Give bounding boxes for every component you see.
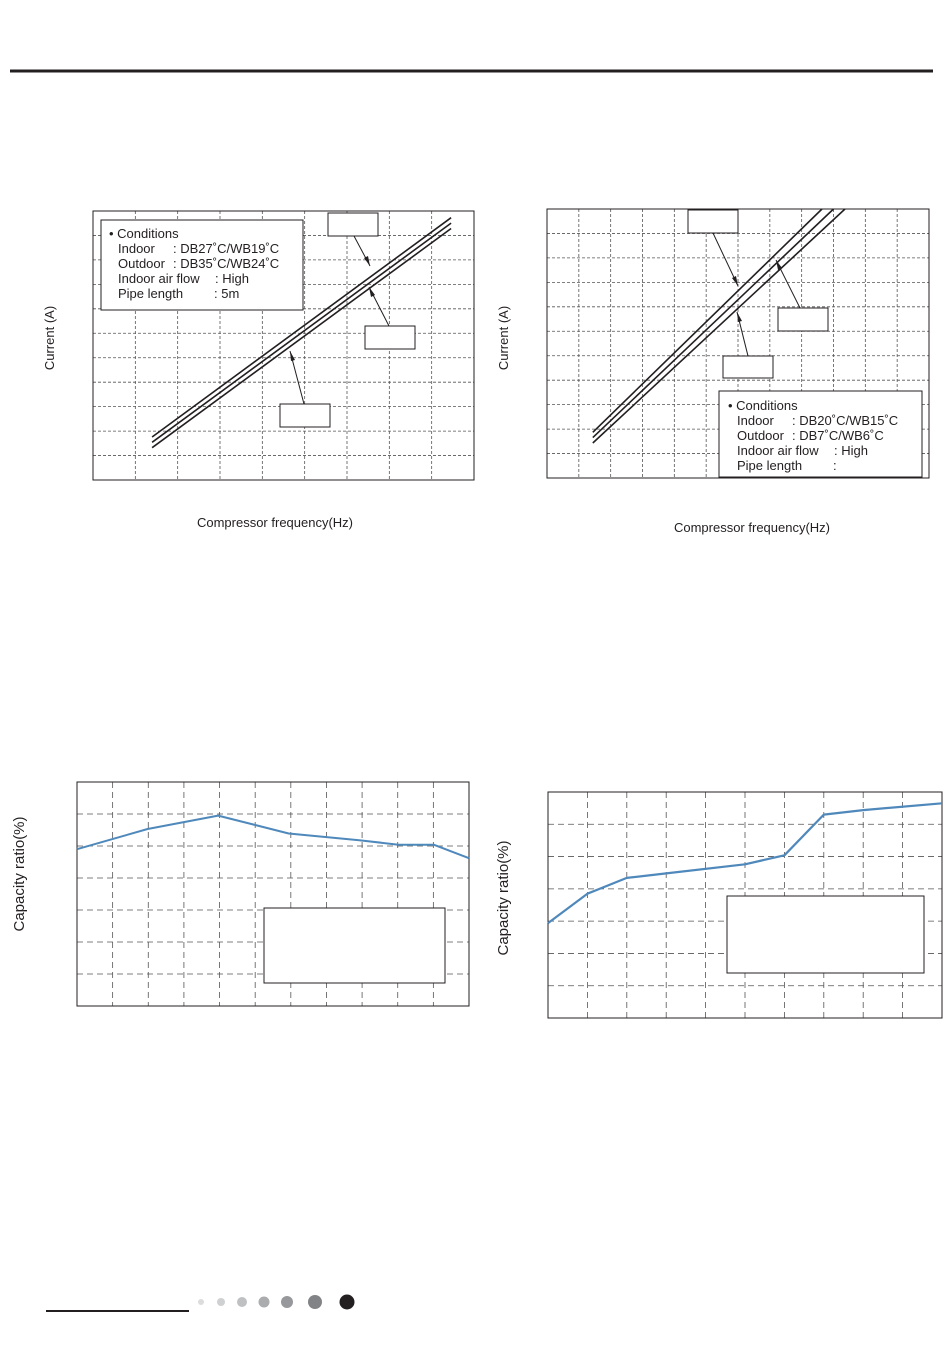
- callout-box: [280, 404, 330, 427]
- conditions-value: : DB35˚C/WB24˚C: [173, 256, 280, 271]
- arrow-icon: [364, 256, 370, 266]
- footer-dots: [198, 1295, 355, 1310]
- conditions-value: : High: [215, 271, 249, 286]
- y-axis-title: Current (A): [42, 305, 57, 371]
- page-dot: [308, 1295, 322, 1309]
- x-axis-title: Compressor frequency(Hz): [673, 520, 831, 535]
- page-dot: [281, 1296, 293, 1308]
- heating-current-conditions-box: [719, 391, 922, 477]
- page-dot: [259, 1297, 270, 1308]
- callout-1: [688, 210, 738, 286]
- page-dot: [340, 1295, 355, 1310]
- conditions-value: : DB7˚C/WB6˚C: [792, 428, 884, 443]
- callout-1: [328, 213, 378, 266]
- cooling-capacity-line: [77, 816, 469, 859]
- conditions-label: Indoor: [118, 241, 155, 256]
- conditions-value: : High: [834, 443, 868, 458]
- conditions-heading: • Conditions: [728, 398, 798, 413]
- page-dot: [217, 1298, 225, 1306]
- y-axis-title: Current (A): [496, 305, 511, 371]
- arrow-icon: [290, 351, 295, 361]
- y-axis-title: Capacity ratio(%): [11, 816, 28, 932]
- callout-box: [328, 213, 378, 236]
- heating-capacity-legend-box: [727, 896, 924, 973]
- page-dot: [237, 1297, 247, 1307]
- conditions-value: :: [833, 458, 837, 473]
- callout-box: [688, 210, 738, 233]
- heating-capacity-chart: [495, 792, 942, 1018]
- arrow-icon: [732, 276, 738, 286]
- x-axis-title: Compressor frequency(Hz): [196, 515, 354, 530]
- cooling-current-chart: [42, 211, 474, 530]
- conditions-label: Outdoor: [737, 428, 784, 443]
- y-axis-title: Capacity ratio(%): [495, 840, 512, 956]
- callout-2: [365, 287, 415, 349]
- callout-box: [723, 356, 773, 378]
- conditions-label: Indoor: [737, 413, 774, 428]
- arrow-icon: [369, 287, 375, 297]
- callout-3: [723, 312, 773, 378]
- conditions-label: Indoor air flow: [737, 443, 819, 458]
- conditions-label: Pipe length: [737, 458, 803, 473]
- conditions-label: Indoor air flow: [118, 271, 200, 286]
- callout-box: [778, 308, 828, 331]
- series-line-1: [77, 816, 469, 859]
- conditions-value: : DB27˚C/WB19˚C: [173, 241, 280, 256]
- conditions-value: : DB20˚C/WB15˚C: [792, 413, 899, 428]
- cooling-capacity-legend-box: [264, 908, 445, 983]
- cooling-current-conditions-box: [101, 220, 303, 310]
- conditions-label: Pipe length: [118, 286, 184, 301]
- cooling-capacity-chart: [11, 782, 469, 1006]
- conditions-heading: • Conditions: [109, 226, 179, 241]
- page-dot: [198, 1299, 204, 1305]
- heating-current-chart: [496, 209, 929, 535]
- conditions-value: : 5m: [214, 286, 240, 301]
- callout-box: [365, 326, 415, 349]
- conditions-label: Outdoor: [118, 256, 165, 271]
